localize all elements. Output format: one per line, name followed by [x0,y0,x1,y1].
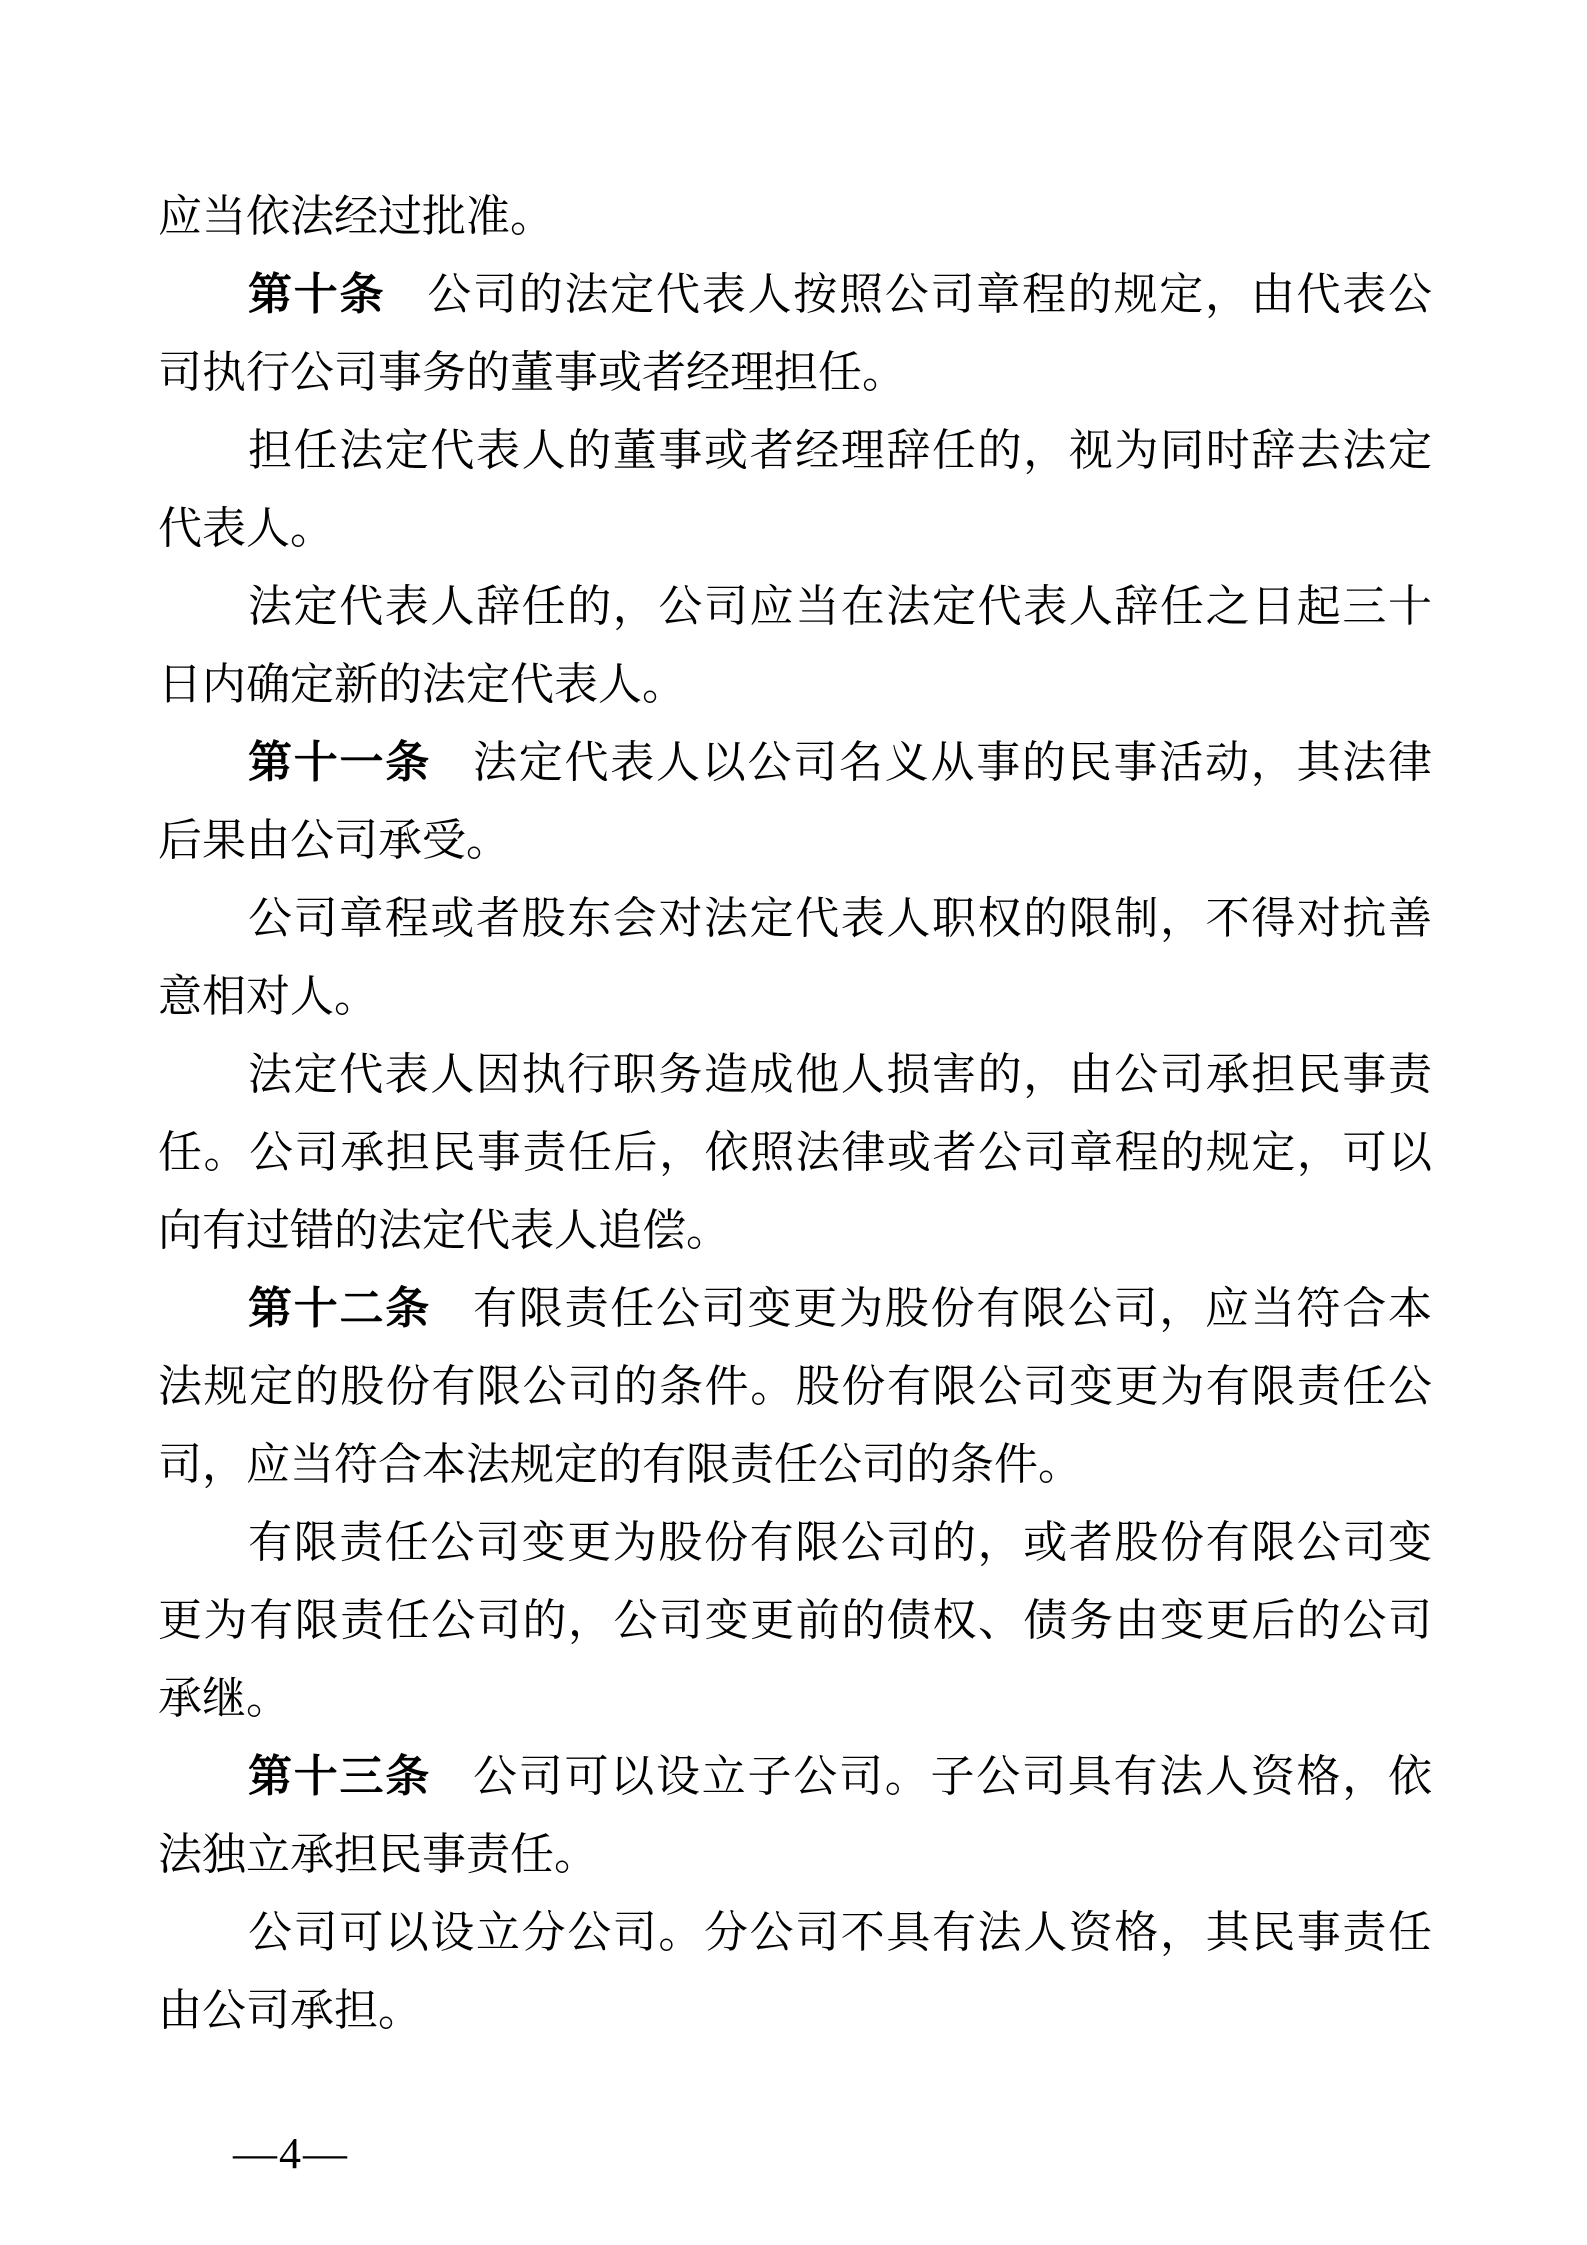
article-11-paragraph [158,724,1432,880]
paragraph-text: 有限责任公司变更为股份有限公司，应当符合本法规定的股份有限公司的条件。股份有限公司变更为有限责任公司，应当符合本法规定的有限责任公司的条件。 [158,1284,1432,1489]
article-number: 第十条 [248,270,386,319]
paragraph-continuation [158,178,1432,256]
paragraph-text: 法定代表人以公司名义从事的民事活动，其法律后果由公司承受。 [158,738,1432,865]
paragraph [158,1036,1432,1270]
paragraph-text: 担任法定代表人的董事或者经理辞任的，视为同时辞去法定代表人。 [158,426,1432,553]
page-number: —4— [233,2129,349,2178]
article-12-paragraph [158,1270,1432,1504]
paragraph-text: 公司的法定代表人按照公司章程的规定，由代表公司执行公司事务的董事或者经理担任。 [158,270,1432,397]
paragraph [158,412,1432,568]
paragraph [158,880,1432,1036]
paragraph-text: 公司可以设立分公司。分公司不具有法人资格，其民事责任由公司承担。 [158,1908,1432,2035]
article-10-paragraph [158,256,1432,412]
paragraph-text: 公司章程或者股东会对法定代表人职权的限制，不得对抗善意相对人。 [158,894,1432,1021]
article-number: 第十三条 [248,1752,431,1801]
article-number: 第十二条 [248,1284,431,1333]
paragraph [158,1504,1432,1738]
paragraph [158,568,1432,724]
paragraph-text: 应当依法经过批准。 [158,192,554,241]
paragraph-text: 法定代表人因执行职务造成他人损害的，由公司承担民事责任。公司承担民事责任后，依照法律或者公司章程的规定，可以向有过错的法定代表人追偿。 [158,1050,1432,1255]
paragraph-text: 有限责任公司变更为股份有限公司的，或者股份有限公司变更为有限责任公司的，公司变更前的债权、债务由变更后的公司承继。 [158,1518,1432,1723]
article-number: 第十一条 [248,738,431,787]
paragraph-text: 公司可以设立子公司。子公司具有法人资格，依法独立承担民事责任。 [158,1752,1432,1879]
article-13-paragraph [158,1738,1432,1894]
document-body [158,178,1432,2050]
paragraph-text: 法定代表人辞任的，公司应当在法定代表人辞任之日起三十日内确定新的法定代表人。 [158,582,1432,709]
paragraph [158,1894,1432,2050]
